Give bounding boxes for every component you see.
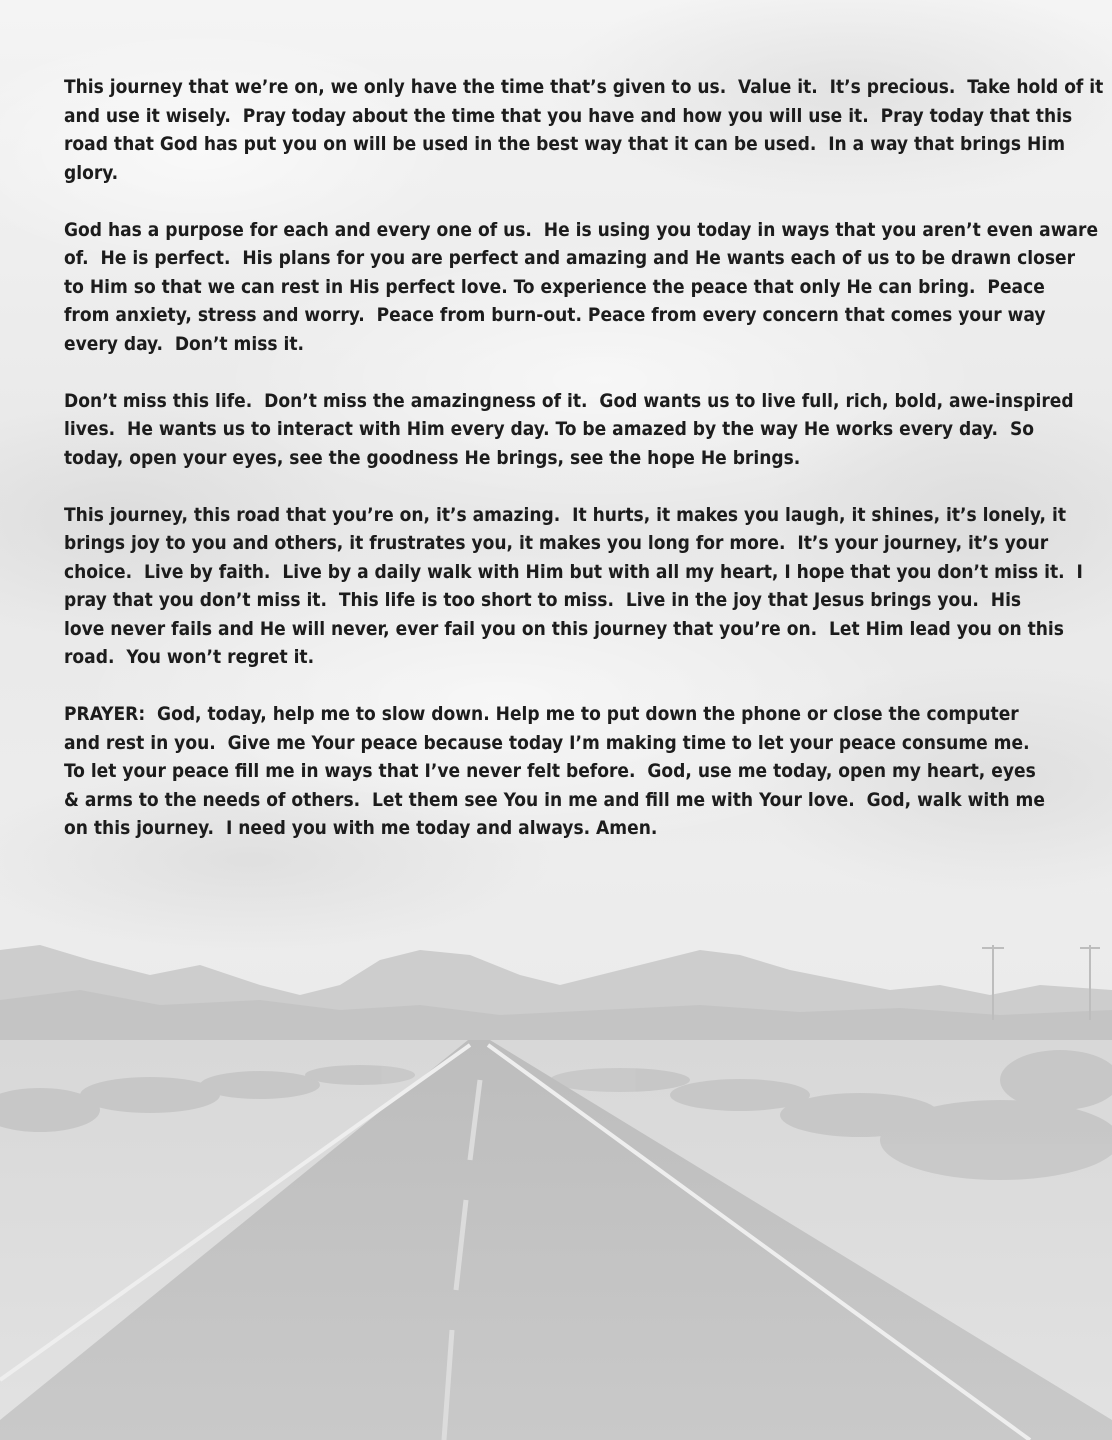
- text-line: brings joy to you and others, it frustrates you, it makes you long for more. It’s your journey, it’s your: [64, 532, 1049, 554]
- text-line: & arms to the needs of others. Let them see You in me and fill me with Your love. God, walk with me: [64, 788, 1045, 811]
- paragraph-2: [64, 216, 1099, 359]
- text-line: to Him so that we can rest in His perfect love. To experience the peace that only He can bring. Peace: [64, 275, 1045, 298]
- text-line: This journey, this road that you’re on, it’s amazing. It hurts, it makes you laugh, it shines, it’s lonely, it: [64, 503, 1067, 526]
- text-line: and rest in you. Give me Your peace because today I’m making time to let your peace consume me.: [64, 731, 1030, 754]
- text-line: glory.: [64, 161, 119, 184]
- text-line: today, open your eyes, see the goodness He brings, see the hope He brings.: [64, 446, 801, 469]
- paragraph-1: [64, 73, 1104, 187]
- text-line: road that God has put you on will be used in the best way that it can be used. In a way that brings Him: [64, 133, 1066, 155]
- text-line: To let your peace fill me in ways that I’ve never felt before. God, use me today, open my heart, eyes: [64, 760, 1036, 782]
- paragraph-3: [64, 387, 1074, 473]
- text-line: every day. Don’t miss it.: [64, 332, 305, 355]
- text-line: lives. He wants us to interact with Him every day. To be amazed by the way He works every day. So: [64, 418, 1035, 440]
- text-line: Don’t miss this life. Don’t miss the amazingness of it. God wants us to live full, rich, bold, awe-inspired: [64, 389, 1074, 412]
- paragraph-4: [64, 501, 1083, 672]
- prayer-paragraph: [64, 700, 1064, 843]
- text-line: This journey that we’re on, we only have the time that’s given to us. Value it. It’s precious. Take hold of it: [64, 76, 1104, 98]
- text-line: from anxiety, stress and worry. Peace from burn-out. Peace from every concern that comes your way: [64, 304, 1046, 326]
- devotional-text: [64, 73, 1104, 871]
- text-line: PRAYER: God, today, help me to slow down. Help me to put down the phone or close the computer: [64, 703, 1019, 725]
- text-line: of. He is perfect. His plans for you are perfect and amazing and He wants each of us to be drawn closer: [64, 247, 1076, 269]
- text-line: on this journey. I need you with me today and always. Amen.: [64, 817, 658, 839]
- text-line: God has a purpose for each and every one of us. He is using you today in ways that you aren’t even aware: [64, 218, 1099, 241]
- text-line: choice. Live by faith. Live by a daily walk with Him but with all my heart, I hope that you don’t miss it. I: [64, 560, 1083, 583]
- text-line: love never fails and He will never, ever fail you on this journey that you’re on. Let Him lead you on this: [64, 617, 1064, 640]
- text-line: pray that you don’t miss it. This life is too short to miss. Live in the joy that Jesus brings you. His: [64, 589, 1022, 611]
- text-line: and use it wisely. Pray today about the time that you have and how you will use it. Pray today that this: [64, 104, 1073, 127]
- text-line: road. You won’t regret it.: [64, 646, 315, 668]
